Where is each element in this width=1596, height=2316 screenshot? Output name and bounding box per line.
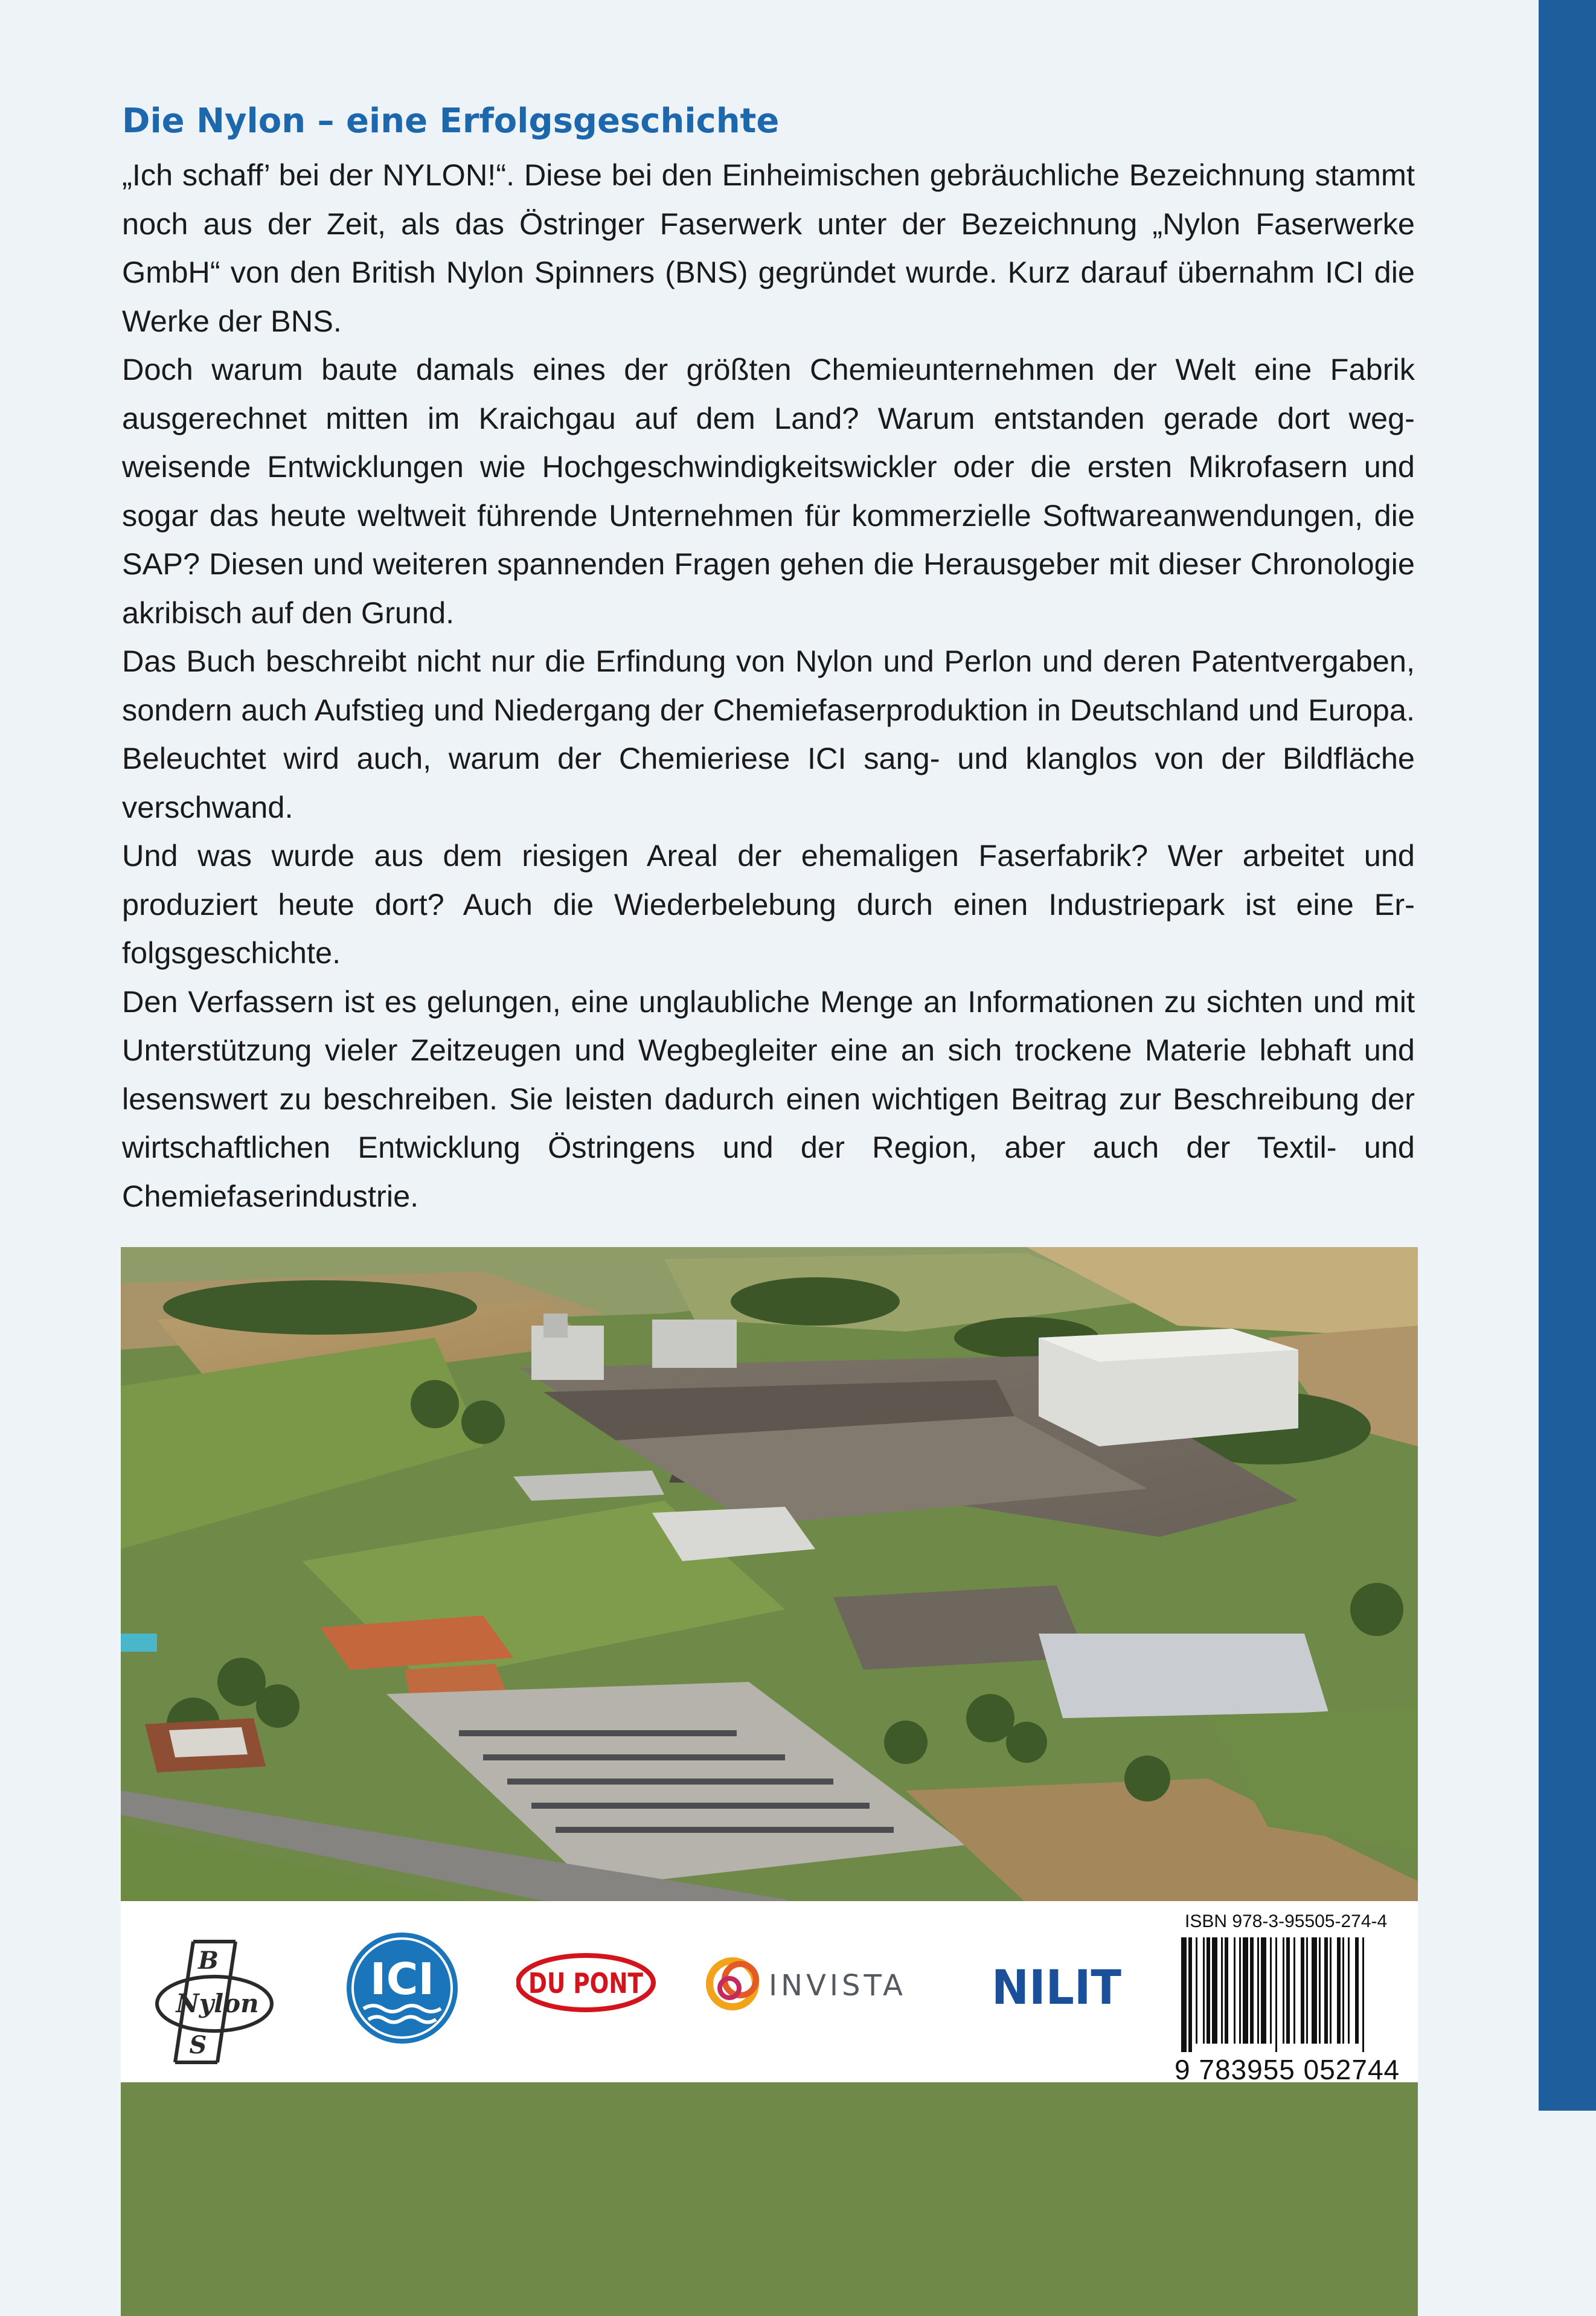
barcode-bar	[1283, 1937, 1284, 2044]
barcode-bar	[1355, 1937, 1359, 2044]
barcode-bar	[1301, 1937, 1304, 2044]
blurb-text	[122, 151, 1415, 1221]
barcode-digits: 9 783955 052744	[1175, 2054, 1400, 2085]
barcode-bar	[1188, 1937, 1192, 2052]
barcode-bar	[1207, 1937, 1210, 2044]
barcode-bar	[1342, 1937, 1344, 2044]
paragraph-2: Doch warum baute damals eines der größten Chemieunternehmen der Welt eine Fabrik ausgerechnet mitten im Kraichgau auf dem Land? Warum entstanden gerade dort wegweisende Entwicklungen wie Hochgeschwindigkeitswickler oder die ersten Mikrofasern und sogar das heute weltweit führende Unternehmen für kommerzielle Softwareanwendungen, die SAP? Diesen und weiteren spannenden Fragen gehen die Herausgeber mit dieser Chronologie akribisch auf den Grund.	[122, 352, 1415, 630]
isbn-label: ISBN 978-3-95505-274-4	[1185, 1911, 1388, 1931]
paragraph-5: Den Verfassern ist es gelungen, eine unglaubliche Menge an Informationen zu sichten und mit Unterstützung vieler Zeitzeugen und Wegbegleiter eine an sich trockene Materie lebhaft und lesenswert zu beschreiben. Sie leisten dadurch einen wichtigen Beitrag zur Beschreibung der wirtschaftlichen Entwicklung Östringens und der Region, aber auch der Textil- und Chemiefaserindustrie.	[122, 984, 1415, 1213]
paragraph-3: Das Buch beschreibt nicht nur die Erfindung von Nylon und Perlon und deren Patentvergaben, sondern auch Aufstieg und Niedergang der Chemiefaserproduktion in Deutschland und Europa. Beleuchtet wird auch, warum der Chemieriese ICI sang- und klanglos von der Bildfläche verschwand.	[122, 644, 1415, 824]
paragraph-4: Und was wurde aus dem riesigen Areal der ehemaligen Faserfabrik? Wer arbeitet und produziert heute dort? Auch die Wiederbelebung durch einen Industriepark ist eine Erfolgsgeschichte.	[122, 838, 1415, 970]
barcode-bar	[1275, 1937, 1277, 2052]
page-title: Die Nylon – eine Erfolgsgeschichte	[122, 101, 780, 141]
dupont-logo-text: DU PONT	[528, 1967, 644, 2000]
invista-logo	[705, 1951, 944, 2017]
nilit-logo-text: NILIT	[992, 1961, 1121, 2015]
bns-letter-b: B	[198, 1946, 219, 1975]
aerial-photo-illustration	[121, 1247, 1418, 2316]
spine-bar	[1539, 0, 1596, 2111]
barcode-bar	[1239, 1937, 1241, 2044]
bns-nylon-logo	[151, 1933, 278, 2071]
barcode-bar	[1257, 1937, 1259, 2044]
dupont-logo	[516, 1953, 658, 2012]
paragraph-1: „Ich schaff’ bei der NYLON!“. Diese bei den Einheimischen gebräuchliche Bezeichnung stammt noch aus der Zeit, als das Östringer Faserwerk unter der Bezeichnung „Nylon Faserwerke GmbH“ von den British Nylon Spinners (BNS) gegründet wurde. Kurz darauf übernahm ICI die Werke der BNS.	[122, 158, 1415, 338]
nilit-logo	[990, 1955, 1135, 2016]
ici-logo	[345, 1931, 459, 2045]
barcode-bar	[1319, 1937, 1321, 2044]
barcode-bar	[1330, 1937, 1332, 2044]
barcode-bar	[1337, 1937, 1341, 2044]
barcode-bar	[1362, 1937, 1364, 2052]
barcode-bar	[1306, 1937, 1308, 2044]
barcode-bar	[1261, 1937, 1266, 2044]
barcode-bar	[1312, 1937, 1317, 2044]
barcode-bar	[1196, 1937, 1197, 2044]
barcode-bar	[1348, 1937, 1350, 2044]
barcode-bar	[1270, 1937, 1272, 2044]
barcode-bar	[1203, 1937, 1205, 2044]
barcode-bar	[1181, 1937, 1187, 2052]
ici-logo-text: ICI	[370, 1954, 435, 2004]
barcode-bar	[1286, 1937, 1290, 2044]
barcode-bar	[1234, 1937, 1235, 2044]
bns-nylon-word: Nylon	[176, 1989, 259, 2018]
bns-letter-s: S	[189, 2031, 207, 2059]
barcode-bar	[1225, 1937, 1228, 2044]
barcode-bar	[1243, 1937, 1248, 2044]
barcode-bar	[1324, 1937, 1328, 2044]
invista-logo-text: INVISTA	[769, 1969, 906, 2003]
barcode-bar	[1212, 1937, 1217, 2044]
aerial-photo	[121, 1247, 1418, 2316]
barcode-bar	[1250, 1937, 1254, 2044]
barcode-bar	[1293, 1937, 1295, 2044]
barcode-bar	[1221, 1937, 1223, 2044]
